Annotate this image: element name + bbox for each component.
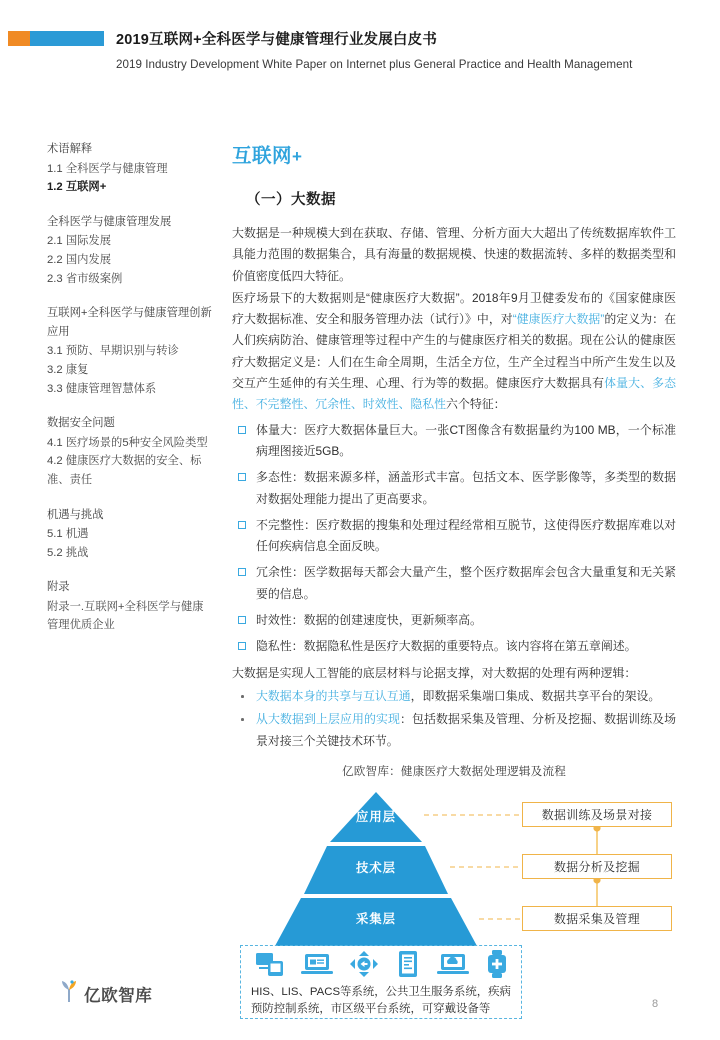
sidebar-group	[47, 506, 212, 563]
page-header	[0, 0, 720, 110]
sidebar-group-heading[interactable]: 术语解释	[47, 143, 93, 155]
sidebar-group	[47, 578, 212, 635]
feature-bullet-text: 冗余性：医学数据每天都会大量产生，整个医疗数据库会包含大量重复和无关紧要的信息。	[256, 565, 676, 601]
yiou-leaf-icon	[58, 978, 80, 1009]
paragraph-text: 的定义为：在人们疾病防治、健康管理等过程中产生的与健康医疗相关的数据。现在公认的健康医疗大数据定义是：人们在生命全周期，生活全方位，生产全过程当中所产生发生以及交互产生延伸的有关生理、心理、行为等的数据。健康医疗大数据具有	[232, 312, 676, 391]
data-sources-panel	[240, 945, 522, 1019]
feature-bullet-item	[232, 610, 676, 631]
laptop-record-icon	[301, 950, 333, 983]
square-bullet-icon	[238, 568, 246, 576]
data-source-icon-row	[255, 951, 509, 983]
paragraph-text: 六个特征：	[446, 397, 506, 412]
page-number: 8	[652, 998, 659, 1010]
sidebar-item[interactable]: 3.2 康复	[47, 363, 89, 376]
feature-bullet-item	[232, 467, 676, 510]
feature-bullet-text: 隐私性：数据隐私性是医疗大数据的重要特点。该内容将在第五章阐述。	[256, 639, 637, 654]
feature-bullet-item	[232, 636, 676, 657]
sidebar-item[interactable]: 2.3 省市级案例	[47, 272, 123, 285]
sidebar-item[interactable]: 5.2 挑战	[47, 546, 89, 559]
section-heading: （一）大数据	[246, 192, 336, 208]
sidebar-toc	[47, 140, 212, 651]
wearable-health-icon	[485, 950, 509, 983]
monitor-devices-icon	[255, 950, 285, 983]
body-paragraphs	[232, 223, 676, 416]
feature-bullet-list	[232, 420, 676, 658]
logic-item-highlight: 大数据本身的共享与互认互通	[256, 688, 411, 703]
pyramid-layer-1-label: 应用层	[356, 809, 396, 824]
sidebar-item[interactable]: 2.2 国内发展	[47, 253, 112, 266]
sidebar-group-heading[interactable]: 互联网+全科医学与健康管理创新应用	[47, 307, 212, 338]
sidebar-group-heading[interactable]: 全科医学与健康管理发展	[47, 215, 172, 228]
paragraph-text: 大数据是一种规模大到在获取、存储、管理、分析方面大大超出了传统数据库软件工具能力范围的数据集合，具有海量的数据规模、快速的数据流转、多样的数据类型和价值密度低四大特征。	[232, 226, 676, 283]
sidebar-item[interactable]: 5.1 机遇	[47, 528, 89, 541]
process-box-training: 数据训练及场景对接	[522, 802, 672, 827]
sidebar-group	[47, 414, 212, 489]
logic-item	[232, 686, 676, 707]
pyramid-layer-2-label: 技术层	[356, 860, 396, 875]
body-paragraph	[232, 288, 676, 416]
header-title-en: 2019 Industry Development White Paper on Internet plus General Practice and Health Management	[116, 58, 633, 71]
data-sources-text: HIS、LIS、PACS等系统，公共卫生服务系统，疾病预防控制系统，市区级平台系统，可穿戴设备等	[251, 985, 511, 1015]
logic-item-highlight: 从大数据到上层应用的实现	[256, 712, 401, 727]
sidebar-item[interactable]: 4.1 医疗场景的5种安全风险类型	[47, 436, 208, 449]
feature-bullet-text: 时效性：数据的创建速度快，更新频率高。	[256, 613, 482, 628]
feature-bullet-text: 多态性：数据来源多样，涵盖形式丰富。包括文本、医学影像等，多类型的数据对数据处理能力提出了更高要求。	[256, 470, 676, 506]
footer-logo-text: 亿欧智库	[84, 986, 153, 1005]
square-bullet-icon	[238, 426, 246, 434]
footer-logo	[58, 978, 152, 1009]
logic-item-list	[232, 686, 676, 752]
sidebar-item[interactable]: 2.1 国际发展	[47, 235, 112, 248]
dot-bullet-icon	[241, 718, 244, 721]
square-bullet-icon	[238, 642, 246, 650]
feature-bullet-item	[232, 515, 676, 558]
body-paragraph	[232, 223, 676, 287]
main-content	[232, 140, 676, 1022]
highlight-text: “健康医疗大数据”	[512, 312, 605, 327]
header-title-cn: 2019互联网+全科医学与健康管理行业发展白皮书	[116, 32, 438, 48]
orange-mark	[8, 31, 30, 46]
sidebar-group-heading[interactable]: 机遇与挑战	[47, 508, 104, 521]
header-color-marks	[8, 31, 104, 46]
sidebar-item[interactable]: 1.2 互联网+	[47, 181, 107, 194]
highlight-text: 体量大、多态性、不完整性、冗余性、时效性、隐私性	[232, 376, 676, 412]
sidebar-item[interactable]: 4.2 健康医疗大数据的安全、标准、责任	[47, 455, 202, 486]
page-title	[232, 140, 676, 168]
dot-bullet-icon	[241, 695, 244, 698]
logic-item-text: ，即数据采集端口集成、数据共享平台的架设。	[410, 688, 661, 703]
pyramid-layer-3-label: 采集层	[356, 911, 396, 926]
feature-bullet-item	[232, 420, 676, 463]
sidebar-group	[47, 213, 212, 288]
sidebar-group	[47, 304, 212, 398]
logic-intro-paragraph: 大数据是实现人工智能的底层材料与论据支撑，对大数据的处理有两种逻辑：	[232, 665, 637, 680]
sidebar-item[interactable]: 1.1 全科医学与健康管理	[47, 162, 168, 175]
sidebar-group-heading[interactable]: 数据安全问题	[47, 417, 115, 430]
process-box-analysis: 数据分析及挖掘	[522, 854, 672, 879]
feature-bullet-text: 不完整性：医疗数据的搜集和处理过程经常相互脱节，这使得医疗数据库难以对任何疾病信息全面反映。	[256, 517, 676, 554]
logic-item	[232, 709, 676, 752]
paragraph-text: 医疗场景下的大数据则是“健康医疗大数据”。2018年9月卫健委发布的《国家健康医疗大数据标准、安全和服务管理办法（试行）》中，对	[232, 290, 676, 327]
figure-caption: 亿欧智库：健康医疗大数据处理逻辑及流程	[341, 764, 567, 778]
process-box-collection: 数据采集及管理	[522, 906, 672, 931]
mobile-report-icon	[395, 950, 421, 983]
square-bullet-icon	[238, 473, 246, 481]
sidebar-item[interactable]: 附录一.互联网+全科医学与健康管理优质企业	[47, 600, 204, 632]
sidebar-group	[47, 140, 212, 197]
sidebar-item[interactable]: 3.3 健康管理智慧体系	[47, 382, 157, 395]
page-title-plus: +	[292, 147, 303, 166]
sidebar-item[interactable]: 3.1 预防、早期识别与转诊	[47, 345, 179, 358]
square-bullet-icon	[238, 521, 246, 529]
feature-bullet-text: 体量大：医疗大数据体量巨大。一张CT图像含有数据量约为100 MB，一个标准病理图接近5GB。	[256, 422, 676, 458]
pyramid-figure	[232, 787, 676, 1022]
network-share-icon	[349, 950, 379, 983]
blue-mark	[30, 31, 104, 46]
logic-item-text: ：包括数据采集及管理、分析及挖掘、数据训练及场景对接三个关键技术环节。	[256, 712, 676, 748]
sidebar-group-heading[interactable]: 附录	[47, 581, 70, 594]
square-bullet-icon	[238, 616, 246, 624]
feature-bullet-item	[232, 562, 676, 605]
cloud-upload-icon	[437, 950, 469, 983]
page-title-text: 互联网	[232, 145, 293, 167]
